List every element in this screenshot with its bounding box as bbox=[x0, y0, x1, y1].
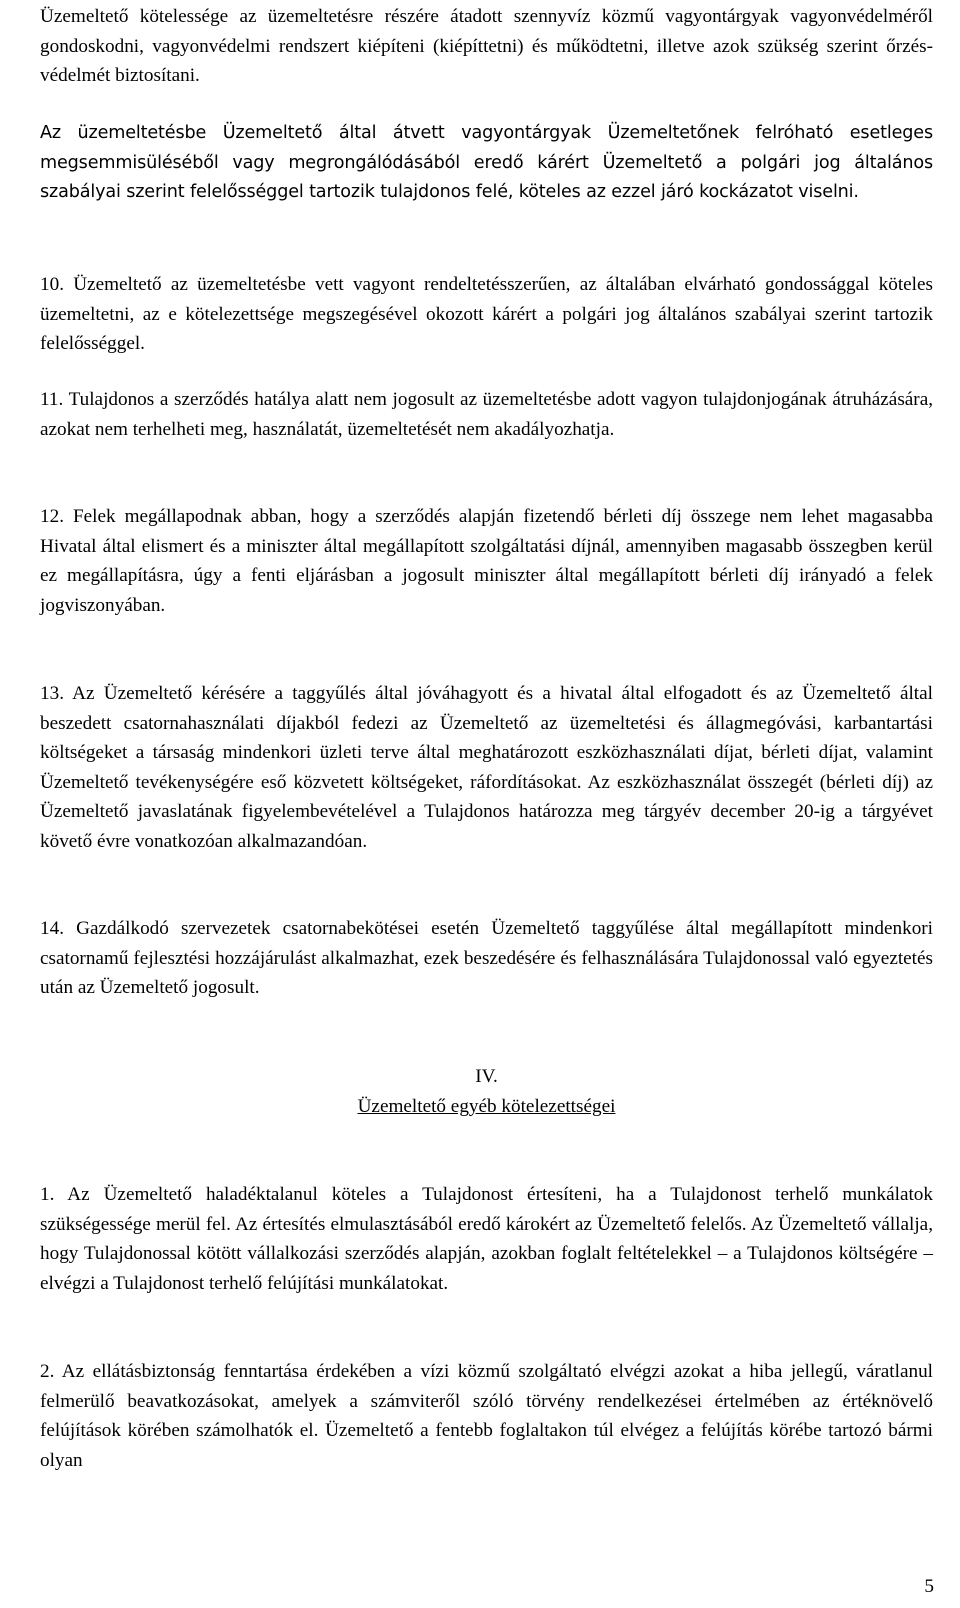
list-item-text bbox=[40, 679, 933, 856]
list-item bbox=[40, 270, 933, 359]
list-item-text bbox=[40, 270, 933, 359]
list-item-number: 1. bbox=[40, 1184, 55, 1205]
list-item-number: 12. bbox=[40, 506, 64, 527]
list-item bbox=[40, 385, 933, 444]
list-item-body: Felek megállapodnak abban, hogy a szerződés alapján fizetendő bérleti díj összege nem lehet magasabba Hivatal által elismert és a miniszter által megállapított szolgáltatási díjnál, amennyiben magasabb összegben kerül ez megállapításra, úgy a fenti eljárásban a jogosult miniszter által megállapított bérleti díj irányadó a felek jogviszonyában. bbox=[40, 506, 934, 616]
list-item bbox=[40, 502, 933, 620]
list-item bbox=[40, 914, 933, 1003]
section-heading bbox=[0, 1062, 933, 1122]
list-item-number: 10. bbox=[40, 274, 64, 295]
list-item-text bbox=[40, 1357, 933, 1475]
list-item bbox=[40, 679, 933, 856]
paragraph-liability: Az üzemeltetésbe Üzemeltető által átvett vagyontárgyak Üzemeltetőnek felróható esetleges megsemmisüléséből vagy megrongálódásából eredő kárért Üzemeltető a polgári jog általános szabályai szerint felelősséggel tartozik tulajdonos felé, köteles az ezzel járó kockázatot viselni. bbox=[40, 123, 933, 202]
paragraph-property-protection: Üzemeltető kötelessége az üzemeltetésre részére átadott szennyvíz közmű vagyontárgyak vagyonvédelméről gondoskodni, vagyonvédelmi rendszert kiépíteni (kiépíttetni) és működtetni, illetve azok szükség szerint őrzés-védelmét biztosítani. bbox=[40, 6, 933, 86]
list-item-body: Gazdálkodó szervezetek csatornabekötései esetén Üzemeltető taggyűlése által megállapított mindenkori csatornamű fejlesztési hozzájárulást alkalmazhat, ezek beszedésére és felhasználására Tulajdonossal való egyeztetés után az Üzemeltető jogosult. bbox=[40, 918, 934, 998]
list-item-number: 2. bbox=[40, 1361, 55, 1382]
list-item-number: 13. bbox=[40, 683, 64, 704]
list-item-number: 14. bbox=[40, 918, 64, 939]
list-item-text bbox=[40, 385, 933, 444]
section-title: Üzemeltető egyéb kötelezettségei bbox=[357, 1096, 616, 1117]
page-number: 5 bbox=[924, 1576, 934, 1597]
section-numeral: IV. bbox=[475, 1066, 498, 1087]
list-item bbox=[40, 1180, 933, 1298]
list-item-body: Az Üzemeltető kérésére a taggyűlés által jóváhagyott és a hivatal által elfogadott és az Üzemeltető által beszedett csatornahasználati díjakból fedezi az Üzemeltető az üzemeltetési és állagmegóvási, karbantartási költségeket a társaság mindenkori üzleti terve által meghatározott eszközhasználati díjat, bérleti díjat, valamint Üzemeltető tevékenységére eső közvetett költségeket, ráfordításokat. Az eszközhasználat összegét (bérleti díj) az Üzemeltető javaslatának figyelembevételével a Tulajdonos határozza meg tárgyév december 20-ig a tárgyévet követő évre vonatkozóan alkalmazandóan. bbox=[40, 683, 933, 852]
list-item-body: Tulajdonos a szerződés hatálya alatt nem jogosult az üzemeltetésbe adott vagyon tulajdonjogának átruházására, azokat nem terhelheti meg, használatát, üzemeltetését nem akadályozhatja. bbox=[40, 389, 934, 440]
list-item-text bbox=[40, 1180, 933, 1298]
list-item-text bbox=[40, 502, 933, 620]
list-item-body: Az Üzemeltető haladéktalanul köteles a Tulajdonost értesíteni, ha a Tulajdonost terhelő munkálatok szükségessége merül fel. Az értesítés elmulasztásából eredő károkért az Üzemeltető felelős. Az Üzemeltető vállalja, hogy Tulajdonossal kötött vállalkozási szerződés alapján, azokban foglalt feltételekkel – a Tulajdonos költségére – elvégzi a Tulajdonost terhelő felújítási munkálatokat. bbox=[40, 1184, 933, 1294]
list-item-body: Az ellátásbiztonság fenntartása érdekében a vízi közmű szolgáltató elvégzi azokat a hiba jellegű, váratlanul felmerülő beavatkozásokat, amelyek a számviteről szóló törvény rendelkezései értelmében az értéknövelő felújítások körében számolhatók el. Üzemeltető a fentebb foglaltakon túl elvégez a felújítás körébe tartozó bármi olyan bbox=[40, 1361, 933, 1471]
list-item bbox=[40, 1357, 933, 1475]
list-item-body: Üzemeltető az üzemeltetésbe vett vagyont rendeltetésszerűen, az általában elvárható gondossággal köteles üzemeltetni, az e kötelezettsége megszegésével okozott kárért a polgári jog általános szabályai szerint tartozik felelősséggel. bbox=[40, 274, 933, 354]
list-item-text bbox=[40, 914, 933, 1003]
list-item-number: 11. bbox=[40, 389, 64, 410]
